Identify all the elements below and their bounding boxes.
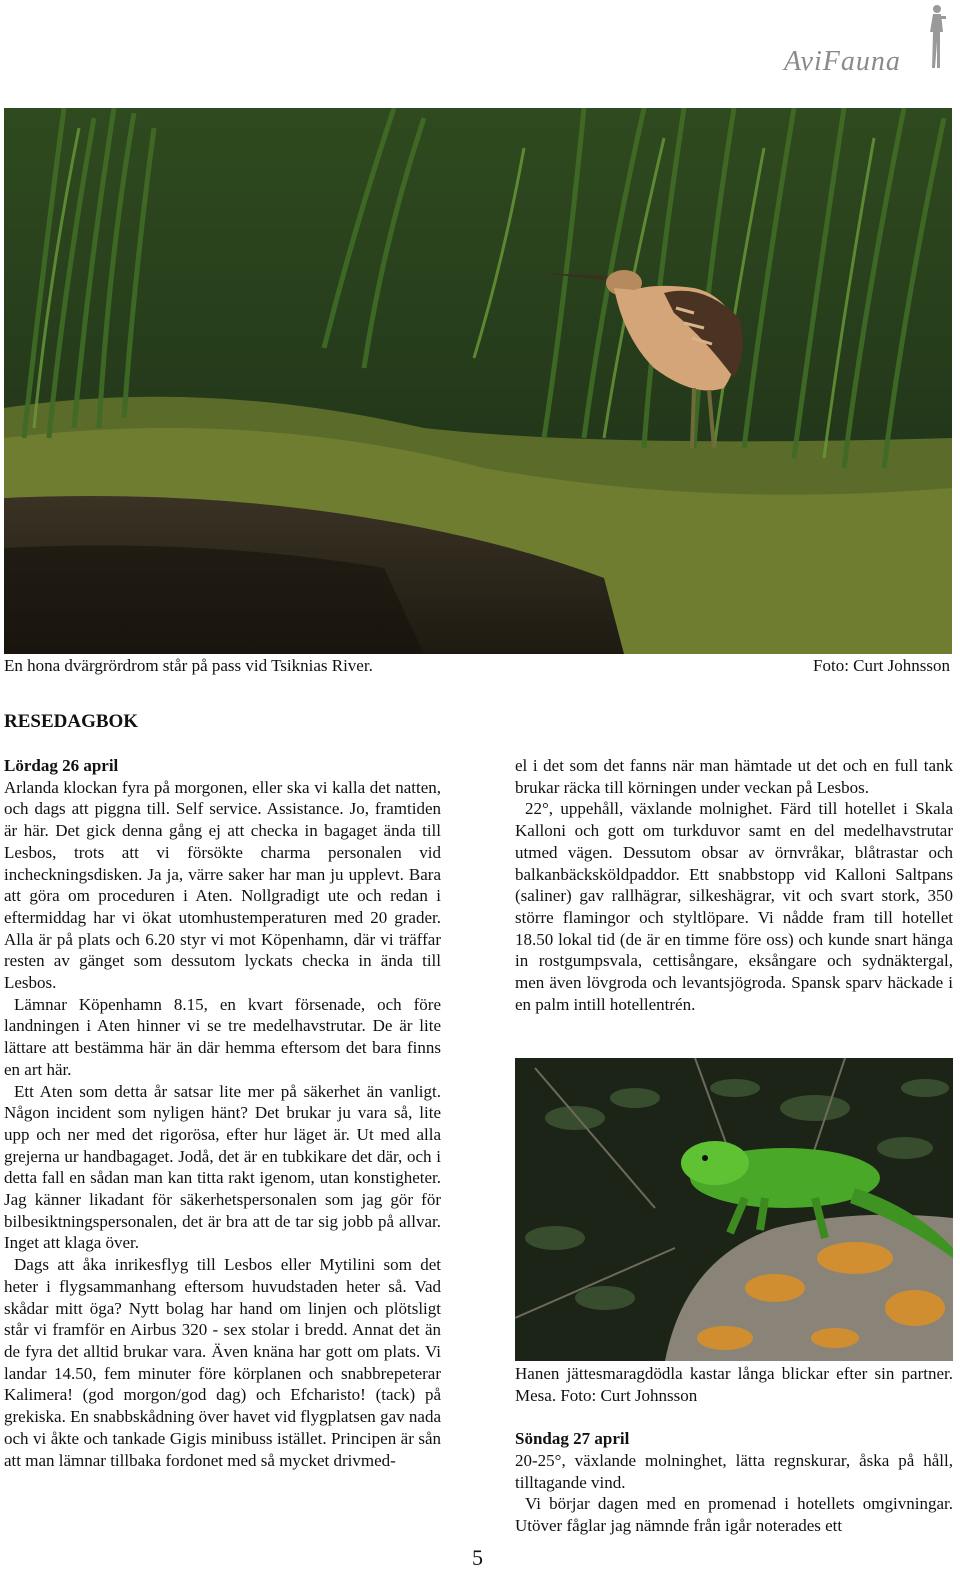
right-column-bottom [515,1363,953,1537]
page-number: 5 [472,1545,483,1570]
avifauna-logo [780,2,952,76]
section-title: RESEDAGBOK [4,711,139,732]
paragraph: Vi börjar dagen med en promenad i hotellets omgivningar. Utöver fåglar jag nämnde från igår noterades ett [515,1494,953,1535]
paragraph: Arlanda klockan fyra på morgonen, eller ska vi kalla det natten, och dags att piggna till. Self service. Assistance. Jo, framtiden är här. Det gick denna gång ej att checka in bagaget ända till Lesbos, trots att vi försökte charma personalen vid incheckningsdisken. Ja ja, värre saker har man ju upplevt. Bara att göra om proceduren i Aten. Nollgradigt ute och redan i eftermiddag har vi ökat utomhustemperaturen med 20 grader. Alla är på plats och 6.20 styr vi mot Köpenhamn, där vi träffar resten av gänget som dessutom lyckats checka in ända till Lesbos. [4,777,441,993]
right-column-top [515,755,953,1015]
logo-text: AviFauna [784,46,901,77]
paragraph: 22°, uppehåll, växlande molnighet. Färd till hotellet i Skala Kalloni och gott om turkduvor samt en del medelhavstrutar utmed vägen. Dessutom obsar av örnvråkar, blåtrastar och balkanbäcksköldpaddor. Ett snabbstopp vid Kalloni Saltpans (saliner) gav rallhägrar, silkeshägrar, vit och svart stork, 350 större flamingor och styltlöpare. Vi nådde fram till hotellet 18.50 lokal tid (de är en timme före oss) och kunde snart hänga in rostgumpsvala, cettisångare, eksångare och sydnäktergal, men även lövgroda och levantsjögroda. Spansk sparv häckade i en palm intill hotellentrén. [515,799,953,1014]
paragraph: Ett Aten som detta år satsar lite mer på säkerhet än vanligt. Någon incident som nyligen hänt? Det brukar ju vara så, lite upp och ner med det rigorösa, efter hur läget är. Ut med alla grejerna ur handbagaget. Jodå, det är en tubkikare det där, och i detta fall en sådan man kan titta rakt igenom, utan konstigheter. Jag känner likadant för säkerhetspersonalen som jag gör för bilbesiktningspersonalen, det är bra att de tar sig jobb på allvar. Inget att klaga över. [4,1081,441,1253]
day-heading: Söndag 27 april [515,1429,630,1449]
paragraph: Dags att åka inrikesflyg till Lesbos eller Mytilini som det heter i flygsammanhang eftersom huvudstaden heter så. Vad skådar mitt öga? Nytt bolag har hand om linjen och plötsligt står vi framför en Airbus 320 - sex stolar i bredd. Annat det än de fyra det alltid brukar vara. Även knäna har gott om plats. Vi landar 14.50, fem minuter före körplanen och snabbrepeterar Kalimera! (god morgon/god dag) och Efcharisto! (tack) på grekiska. En snabbskådning över havet vid flygplatsen gav nada och vi åkte och tankade Gigis minibuss istället. Principen är sån att man lämnar tillbaka fordonet med så mycket drivmed- [4,1255,441,1470]
paragraph: Lämnar Köpenhamn 8.15, en kvart försenade, och före landningen i Aten hinner vi se tre medelhavstrutar. De är lite lättare att bestämma här än där hemma eftersom det bara finns en art här. [4,994,441,1079]
main-photo-credit: Foto: Curt Johnsson [813,656,950,675]
birdwatcher-silhouette-icon [926,2,948,72]
main-photo-caption-row [4,656,950,678]
lizard-photo [515,1058,953,1361]
left-column [4,755,441,1471]
paragraph: el i det som det fanns när man hämtade ut det och en full tank brukar räcka till körningen under veckan på Lesbos. [515,756,953,797]
day-heading: Lördag 26 april [4,756,119,775]
lizard-photo-caption: Hanen jättesmaragdödla kastar långa blickar efter sin partner. Mesa. Foto: Curt Johnsson [515,1364,953,1405]
weather-line: 20-25°, växlande molninghet, lätta regnskurar, åska på håll, tilltagande vind. [515,1450,953,1492]
bittern-photo [4,108,952,654]
main-photo-caption: En hona dvärgrördrom står på pass vid Tsiknias River. [4,656,373,675]
